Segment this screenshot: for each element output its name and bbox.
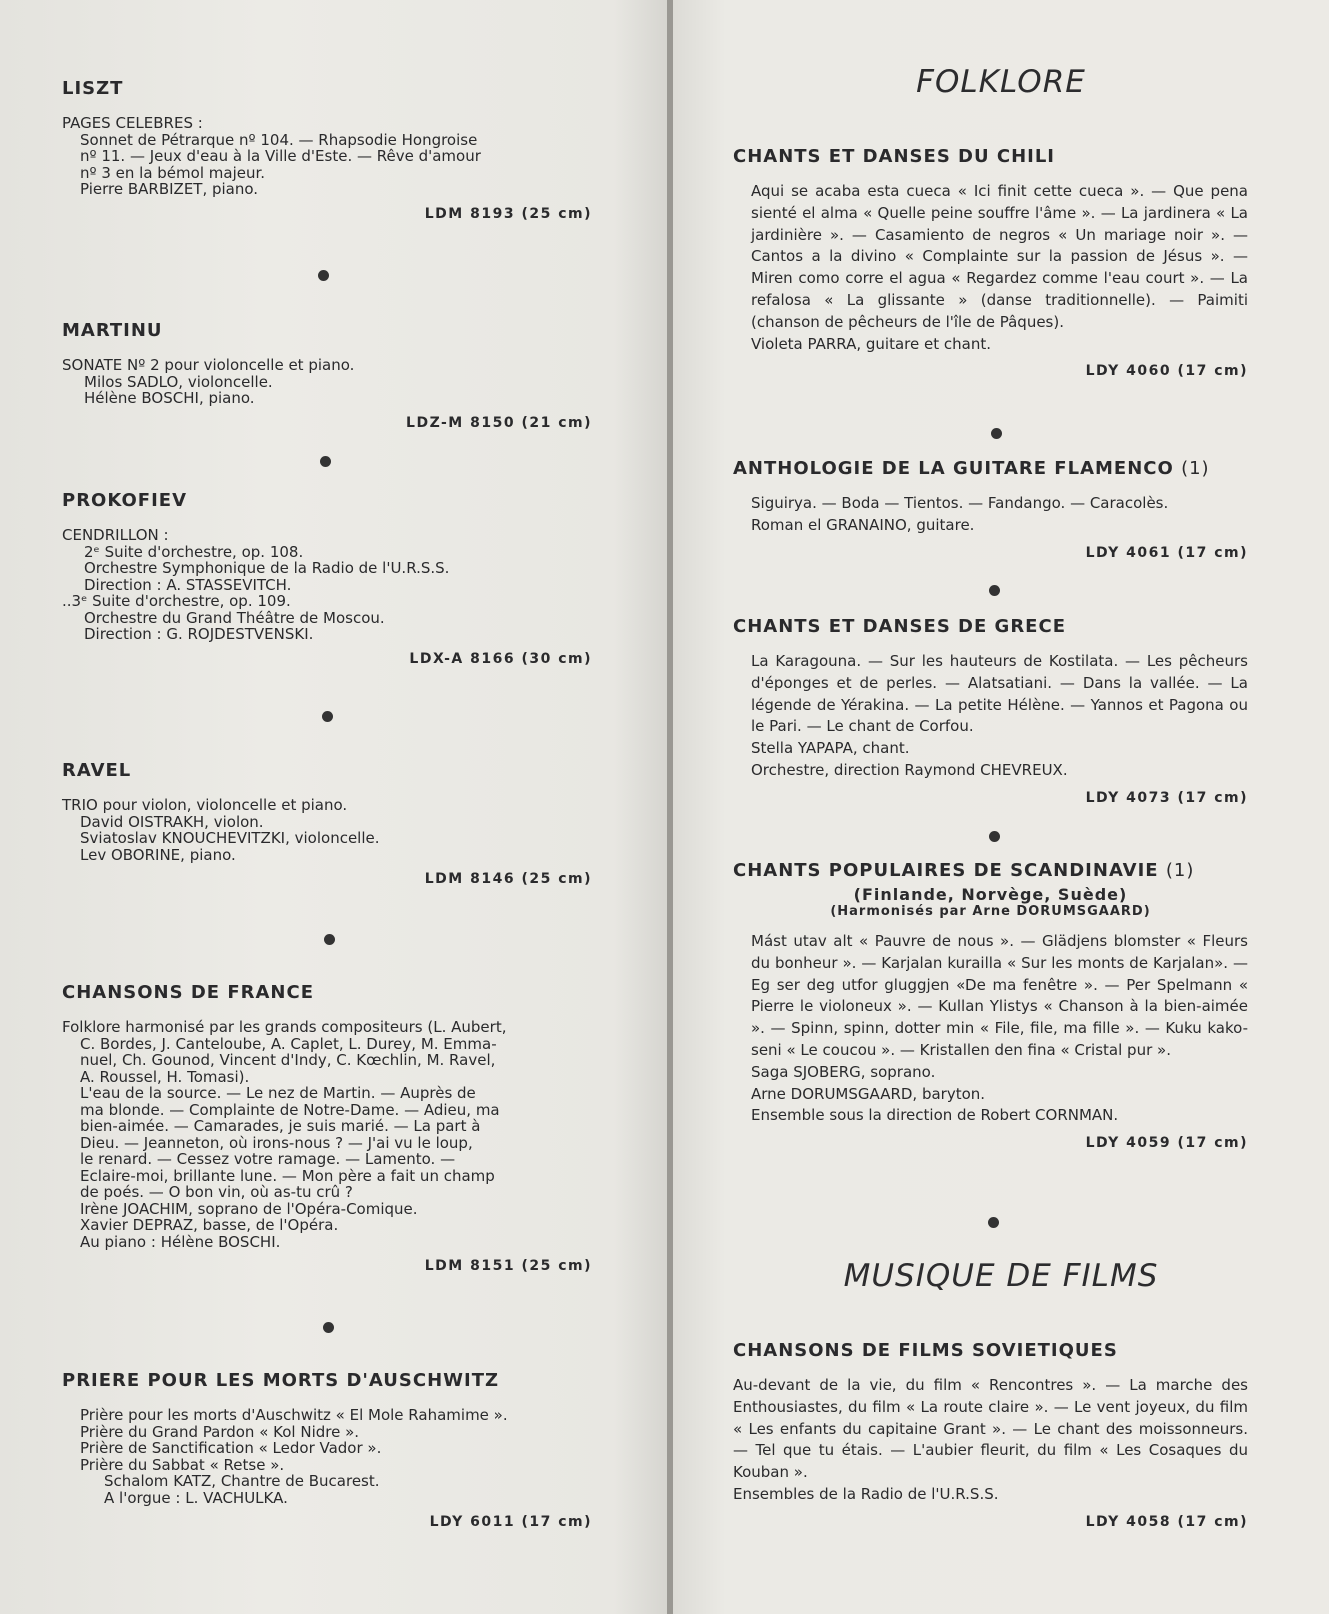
- separator-dot: [991, 428, 1002, 439]
- entry-line: Hélène BOSCHI, piano.: [84, 389, 255, 407]
- entry-line: C. Bordes, J. Canteloube, A. Caplet, L. Durey, M. Emma-: [80, 1034, 497, 1053]
- entry-line: nº 3 en la bémol majeur.: [80, 163, 266, 182]
- entry-martinu: [62, 320, 592, 431]
- entry-description: [733, 651, 1248, 782]
- entry-performer: Roman el GRANAINO, guitare.: [751, 515, 975, 534]
- entry-title-text: CHANTS ET DANSES DU CHILI: [733, 146, 1056, 167]
- record-reference: LDM 8146 (25 cm): [424, 871, 592, 887]
- entry-line: Au piano : Hélène BOSCHI.: [80, 1232, 281, 1251]
- entry-description: [62, 527, 592, 643]
- entry-performer: Stella YAPAPA, chant.: [751, 739, 910, 758]
- entry-text: La Karagouna. — Sur les hauteurs de Kostilata. — Les pêcheurs d'éponges et de perles. — Alatsatiani. — Dans la vallée. — La légende de Yérakina. — La petite Hélène. — Yannos et Pagona ou le Pari. — Le chant de Corfou.: [751, 652, 1248, 736]
- entry-description: [62, 357, 592, 407]
- entry-line: Irène JOACHIM, soprano de l'Opéra-Comique.: [80, 1199, 418, 1218]
- entry-description: [62, 797, 592, 863]
- separator-dot: [320, 456, 331, 467]
- entry-performer: Ensembles de la Radio de l'U.R.S.S.: [733, 1484, 999, 1503]
- record-reference: LDY 4073 (17 cm): [1085, 789, 1248, 806]
- entry-line: Prière de Sanctification « Ledor Vador ».: [80, 1439, 382, 1457]
- entry-flamenco: [733, 458, 1248, 561]
- entry-subtitle: (Finlande, Norvège, Suède): [853, 885, 1128, 904]
- composer-name: RAVEL: [62, 760, 132, 781]
- entry-ravel: [62, 760, 592, 887]
- separator-dot: [989, 831, 1000, 842]
- entry-line: Orchestre Symphonique de la Radio de l'U.R.S.S.: [84, 559, 450, 577]
- entry-line: A l'orgue : L. VACHULKA.: [104, 1488, 288, 1507]
- composer-name: PROKOFIEV: [62, 490, 188, 511]
- entry-performer: Orchestre, direction Raymond CHEVREUX.: [751, 760, 1068, 779]
- composer-name: MARTINU: [62, 320, 163, 341]
- entry-grece: [733, 616, 1248, 806]
- entry-line: le renard. — Cessez votre ramage. — Lamento. —: [80, 1150, 456, 1168]
- record-reference: LDM 8193 (25 cm): [424, 205, 592, 222]
- entry-liszt: [62, 78, 592, 222]
- entry-title-text: ANTHOLOGIE DE LA GUITARE FLAMENCO: [733, 458, 1174, 479]
- separator-dot: [324, 934, 335, 945]
- entry-line: Eclaire-moi, brillante lune. — Mon père a fait un champ: [80, 1166, 495, 1185]
- entry-description: [733, 493, 1248, 537]
- entry-line: Folklore harmonisé par les grands compositeurs (L. Aubert,: [62, 1018, 507, 1036]
- entry-title-text: CHANTS POPULAIRES DE SCANDINAVIE: [733, 860, 1159, 881]
- entry-line: SONATE Nº 2 pour violoncelle et piano.: [62, 356, 355, 374]
- entry-line: Milos SADLO, violoncelle.: [84, 372, 273, 391]
- entry-line: A. Roussel, H. Tomasi).: [80, 1067, 250, 1086]
- composer-name: CHANSONS DE FRANCE: [62, 982, 314, 1003]
- separator-dot: [322, 711, 333, 722]
- separator-dot: [989, 585, 1000, 596]
- entry-line: Direction : G. ROJDESTVENSKI.: [84, 625, 314, 643]
- entry-line: nº 11. — Jeux d'eau à la Ville d'Este. — Rêve d'amour: [80, 147, 481, 165]
- entry-title: [733, 146, 1248, 167]
- entry-scandinavie: [733, 860, 1248, 1151]
- entry-title-note: (1): [1165, 860, 1195, 881]
- record-reference: LDY 6011 (17 cm): [429, 1514, 592, 1530]
- separator-dot: [323, 1322, 334, 1333]
- entry-line: Prière pour les morts d'Auschwitz « El Mole Rahamime ».: [80, 1406, 508, 1424]
- entry-line: Sonnet de Pétrarque nº 104. — Rhapsodie Hongroise: [80, 130, 478, 149]
- entry-text: Mást utav alt « Pauvre de nous ». — Glädjens blomster « Fleurs du bonheur ». — Karjalan kurailla « Sur les monts de Karjalan». — Eg ser deg utfor gluggjen «De ma fenêtre ». — Per Spelmann « Pierre le violoneux ». — Kullan Ylistys « Chanson à la bien-aimée ». — Spinn, spinn, dotter min « File, file, ma fille ». — Kuku kako-seni « Le coucou ». — Kristallen den fina « Cristal pur ».: [751, 932, 1248, 1059]
- record-reference: LDX-A 8166 (30 cm): [409, 650, 592, 667]
- entry-description: [733, 931, 1248, 1127]
- entry-description: [62, 1407, 592, 1506]
- record-reference: LDY 4058 (17 cm): [1085, 1513, 1248, 1530]
- entry-films-sovietiques: [733, 1340, 1248, 1530]
- record-reference: LDY 4061 (17 cm): [1085, 544, 1248, 561]
- composer-name: LISZT: [62, 78, 124, 99]
- separator-dot: [988, 1217, 999, 1228]
- entry-chili: [733, 146, 1248, 379]
- entry-text: Siguirya. — Boda — Tientos. — Fandango. — Caracolès.: [751, 494, 1169, 512]
- entry-performer: Arne DORUMSGAARD, baryton.: [751, 1084, 986, 1103]
- entry-title-note: (1): [1181, 458, 1210, 479]
- record-reference: LDY 4060 (17 cm): [1085, 363, 1248, 380]
- entry-prokofiev: [62, 490, 592, 667]
- entry-chansons-de-france: [62, 982, 592, 1274]
- entry-line: David OISTRAKH, violon.: [80, 812, 264, 831]
- entry-performer: Violeta PARRA, guitare et chant.: [751, 334, 991, 353]
- entry-line: Direction : A. STASSEVITCH.: [84, 575, 292, 594]
- entry-description: [62, 115, 592, 198]
- right-page: [673, 0, 1329, 1614]
- entry-description: [62, 1019, 592, 1250]
- entry-line: CENDRILLON :: [62, 526, 169, 544]
- entry-line: ..3ᵉ Suite d'orchestre, op. 109.: [62, 592, 291, 610]
- entry-line: Schalom KATZ, Chantre de Bucarest.: [104, 1472, 380, 1490]
- entry-line: Orchestre du Grand Théâtre de Moscou.: [84, 608, 385, 627]
- entry-description: [733, 1375, 1248, 1506]
- entry-line: Dieu. — Jeanneton, où irons-nous ? — J'ai vu le loup,: [80, 1133, 473, 1152]
- entry-title: [733, 616, 1248, 637]
- entry-performer: Ensemble sous la direction de Robert CORNMAN.: [751, 1106, 1119, 1125]
- entry-line: Prière du Sabbat « Retse ».: [80, 1455, 285, 1474]
- entry-text: Au-devant de la vie, du film « Rencontres ». — La marche des Enthousiastes, du film « La route claire ». — Le vent joyeux, du film « Les enfants du capitaine Grant ». — Le chant des moissonneurs. — Tel que tu étais. — L'aubier fleurit, du film « Les Cosaques du Kouban ».: [733, 1376, 1248, 1482]
- entry-title-text: CHANTS ET DANSES DE GRECE: [733, 616, 1066, 637]
- entry-line: Pierre BARBIZET, piano.: [80, 180, 259, 198]
- entry-line: Xavier DEPRAZ, basse, de l'Opéra.: [80, 1216, 339, 1234]
- separator-dot: [318, 270, 329, 281]
- entry-line: ma blonde. — Complainte de Notre-Dame. — Adieu, ma: [80, 1100, 500, 1119]
- entry-performer: Saga SJOBERG, soprano.: [751, 1062, 936, 1081]
- record-reference: LDM 8151 (25 cm): [424, 1258, 592, 1274]
- section-title-folklore: FOLKLORE: [916, 64, 1086, 100]
- entry-line: bien-aimée. — Camarades, je suis marié. — La part à: [80, 1117, 481, 1135]
- entry-priere-auschwitz: [62, 1370, 592, 1530]
- entry-line: TRIO pour violon, violoncelle et piano.: [62, 796, 348, 814]
- entry-title-text: CHANSONS DE FILMS SOVIETIQUES: [733, 1340, 1118, 1361]
- entry-text: Aqui se acaba esta cueca « Ici finit cette cueca ». — Que pena sienté el alma « Quelle peine souffre l'âme ». — La jardinera « La jardinière ». — Casamiento de negros « Un mariage noir ». — Cantos a la divino « Complainte sur la passion de Jésus ». — Miren como corre el agua « Regardez comme l'eau court ». — La refalosa « La glissante » (danse traditionnelle). — Paimiti (chanson de pêcheurs de l'île de Pâques).: [751, 182, 1248, 331]
- entry-description: [733, 181, 1248, 355]
- entry-line: de poés. — O bon vin, où as-tu crû ?: [80, 1183, 353, 1201]
- entry-line: Prière du Grand Pardon « Kol Nidre ».: [80, 1422, 360, 1441]
- entry-title: [733, 860, 1248, 881]
- entry-line: nuel, Ch. Gounod, Vincent d'Indy, C. Kœchlin, M. Ravel,: [80, 1051, 496, 1069]
- entry-title: [733, 1340, 1248, 1361]
- entry-line: PAGES CELEBRES :: [62, 114, 203, 132]
- entry-line: Lev OBORINE, piano.: [80, 845, 236, 864]
- composer-name: PRIERE POUR LES MORTS D'AUSCHWITZ: [62, 1370, 500, 1391]
- record-reference: LDZ-M 8150 (21 cm): [406, 414, 592, 431]
- entry-title: [733, 458, 1248, 479]
- entry-line: L'eau de la source. — Le nez de Martin. — Auprès de: [80, 1084, 476, 1102]
- entry-line: 2ᵉ Suite d'orchestre, op. 108.: [84, 542, 304, 561]
- section-title-musique-de-films: MUSIQUE DE FILMS: [843, 1258, 1159, 1294]
- record-reference: LDY 4059 (17 cm): [1085, 1135, 1248, 1152]
- entry-line: Sviatoslav KNOUCHEVITZKI, violoncelle.: [80, 829, 380, 847]
- entry-arranger: (Harmonisés par Arne DORUMSGAARD): [830, 904, 1151, 919]
